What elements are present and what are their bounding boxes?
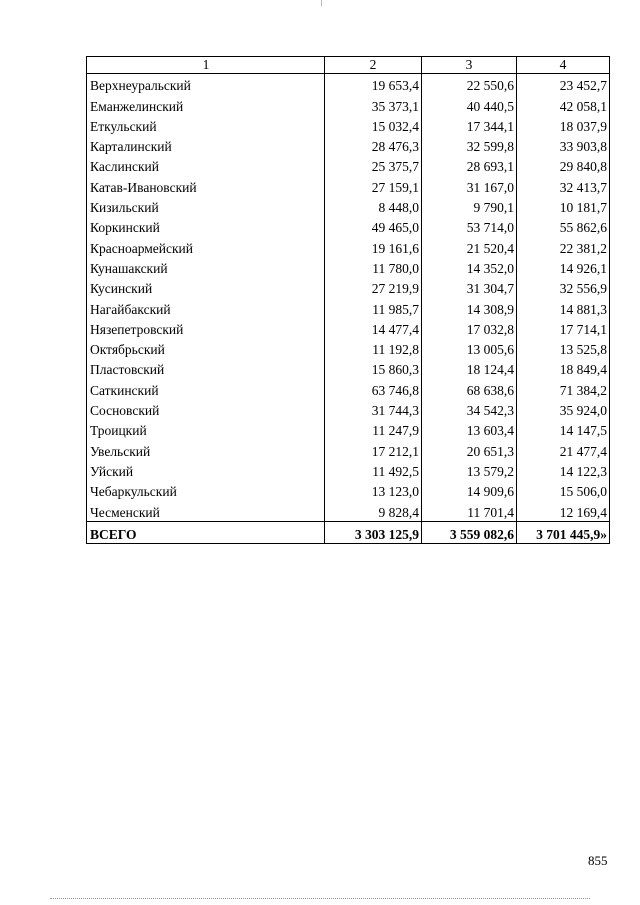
- header-col-4: 4: [559, 57, 567, 72]
- table-row: [87, 175, 609, 195]
- value-col-3: 14 909,6: [422, 480, 517, 500]
- table-row: [87, 460, 609, 480]
- bottom-divider: [50, 898, 590, 899]
- header-col-2: 2: [325, 57, 422, 73]
- table-row: [87, 480, 609, 500]
- district-name: Сосновский: [87, 399, 325, 419]
- value-col-4: 71 384,2: [559, 382, 607, 398]
- total-col-3: 3 559 082,6: [422, 522, 517, 543]
- value-col-4: 55 862,6: [559, 220, 607, 236]
- value-col-4: 15 506,0: [559, 484, 607, 500]
- value-col-3: 13 005,6: [422, 338, 517, 358]
- value-col-3: 34 542,3: [422, 399, 517, 419]
- value-col-4: 13 525,8: [559, 342, 607, 358]
- table-row: [87, 358, 609, 378]
- value-col-3: 11 701,4: [422, 500, 517, 520]
- value-col-2: 11 780,0: [325, 257, 422, 277]
- value-col-4: 32 556,9: [559, 281, 607, 297]
- value-col-4: 17 714,1: [559, 321, 607, 337]
- district-name: Чебаркульский: [87, 480, 325, 500]
- value-col-3: 18 124,4: [422, 358, 517, 378]
- table-row: [87, 439, 609, 459]
- value-col-4: 32 413,7: [559, 179, 607, 195]
- value-col-4: 14 147,5: [559, 423, 607, 439]
- table-row: [87, 115, 609, 135]
- district-name: Уйский: [87, 460, 325, 480]
- value-col-3: 17 344,1: [422, 115, 517, 135]
- value-col-2: 11 247,9: [325, 419, 422, 439]
- district-name: Саткинский: [87, 378, 325, 398]
- value-col-2: 19 653,4: [325, 74, 422, 94]
- table-row: [87, 135, 609, 155]
- value-col-2: 13 123,0: [325, 480, 422, 500]
- district-name: Чесменский: [87, 500, 325, 520]
- table-row: [87, 277, 609, 297]
- table-row: [87, 378, 609, 398]
- value-col-2: 9 828,4: [325, 500, 422, 520]
- value-col-3: 13 603,4: [422, 419, 517, 439]
- value-col-2: 19 161,6: [325, 236, 422, 256]
- value-col-3: 21 520,4: [422, 236, 517, 256]
- value-col-3: 14 352,0: [422, 257, 517, 277]
- district-name: Верхнеуральский: [87, 74, 325, 94]
- value-col-3: 40 440,5: [422, 94, 517, 114]
- value-col-2: 63 746,8: [325, 378, 422, 398]
- value-col-3: 17 032,8: [422, 318, 517, 338]
- value-col-4: 23 452,7: [559, 78, 607, 94]
- value-col-4: 18 849,4: [559, 362, 607, 378]
- value-col-2: 11 985,7: [325, 297, 422, 317]
- value-col-2: 15 860,3: [325, 358, 422, 378]
- value-col-4: 12 169,4: [559, 504, 607, 520]
- table-row: [87, 399, 609, 419]
- total-col-2: 3 303 125,9: [325, 522, 422, 543]
- district-name: Еманжелинский: [87, 94, 325, 114]
- table-row: [87, 318, 609, 338]
- district-name: Троицкий: [87, 419, 325, 439]
- value-col-2: 27 159,1: [325, 175, 422, 195]
- total-col-4: 3 701 445,9»: [536, 526, 607, 542]
- district-name: Октябрьский: [87, 338, 325, 358]
- value-col-2: 11 492,5: [325, 460, 422, 480]
- table-row: [87, 257, 609, 277]
- district-name: Коркинский: [87, 216, 325, 236]
- value-col-3: 22 550,6: [422, 74, 517, 94]
- district-name: Кизильский: [87, 196, 325, 216]
- table-row: [87, 236, 609, 256]
- table-row: [87, 338, 609, 358]
- value-col-2: 28 476,3: [325, 135, 422, 155]
- total-label: ВСЕГО: [87, 522, 325, 543]
- district-name: Катав-Ивановский: [87, 175, 325, 195]
- value-col-3: 68 638,6: [422, 378, 517, 398]
- table-body: [87, 74, 609, 521]
- scan-mark: [321, 0, 322, 6]
- value-col-4: 14 122,3: [559, 463, 607, 479]
- value-col-2: 14 477,4: [325, 318, 422, 338]
- value-col-4: 33 903,8: [559, 139, 607, 155]
- value-col-3: 53 714,0: [422, 216, 517, 236]
- value-col-4: 42 058,1: [559, 98, 607, 114]
- district-name: Красноармейский: [87, 236, 325, 256]
- district-name: Карталинский: [87, 135, 325, 155]
- district-name: Нагайбакский: [87, 297, 325, 317]
- district-name: Нязепетровский: [87, 318, 325, 338]
- value-col-2: 25 375,7: [325, 155, 422, 175]
- value-col-3: 28 693,1: [422, 155, 517, 175]
- budget-table: [86, 56, 610, 544]
- value-col-3: 20 651,3: [422, 439, 517, 459]
- district-name: Увельский: [87, 439, 325, 459]
- table-row: [87, 216, 609, 236]
- table-row: [87, 419, 609, 439]
- district-name: Пластовский: [87, 358, 325, 378]
- value-col-2: 49 465,0: [325, 216, 422, 236]
- value-col-2: 8 448,0: [325, 196, 422, 216]
- table-row: [87, 196, 609, 216]
- value-col-4: 21 477,4: [559, 443, 607, 459]
- value-col-3: 32 599,8: [422, 135, 517, 155]
- value-col-2: 11 192,8: [325, 338, 422, 358]
- table-row: [87, 74, 609, 94]
- table-header-row: [87, 57, 609, 74]
- value-col-3: 14 308,9: [422, 297, 517, 317]
- value-col-2: 31 744,3: [325, 399, 422, 419]
- value-col-4: 18 037,9: [559, 118, 607, 134]
- value-col-3: 31 167,0: [422, 175, 517, 195]
- value-col-4: 29 840,8: [559, 159, 607, 175]
- district-name: Кусинский: [87, 277, 325, 297]
- table-row: [87, 155, 609, 175]
- table-row: [87, 297, 609, 317]
- value-col-4: 22 381,2: [559, 240, 607, 256]
- value-col-2: 35 373,1: [325, 94, 422, 114]
- table-total-row: [87, 521, 609, 543]
- value-col-2: 15 032,4: [325, 115, 422, 135]
- value-col-4: 10 181,7: [559, 200, 607, 216]
- page-number: 855: [588, 853, 608, 868]
- header-col-1: 1: [87, 57, 325, 73]
- header-col-3: 3: [422, 57, 517, 73]
- district-name: Каслинский: [87, 155, 325, 175]
- value-col-4: 14 881,3: [559, 301, 607, 317]
- value-col-2: 17 212,1: [325, 439, 422, 459]
- value-col-3: 13 579,2: [422, 460, 517, 480]
- table-row: [87, 500, 609, 520]
- value-col-4: 35 924,0: [559, 403, 607, 419]
- table-row: [87, 94, 609, 114]
- value-col-3: 31 304,7: [422, 277, 517, 297]
- value-col-3: 9 790,1: [422, 196, 517, 216]
- district-name: Еткульский: [87, 115, 325, 135]
- value-col-4: 14 926,1: [559, 260, 607, 276]
- district-name: Кунашакский: [87, 257, 325, 277]
- value-col-2: 27 219,9: [325, 277, 422, 297]
